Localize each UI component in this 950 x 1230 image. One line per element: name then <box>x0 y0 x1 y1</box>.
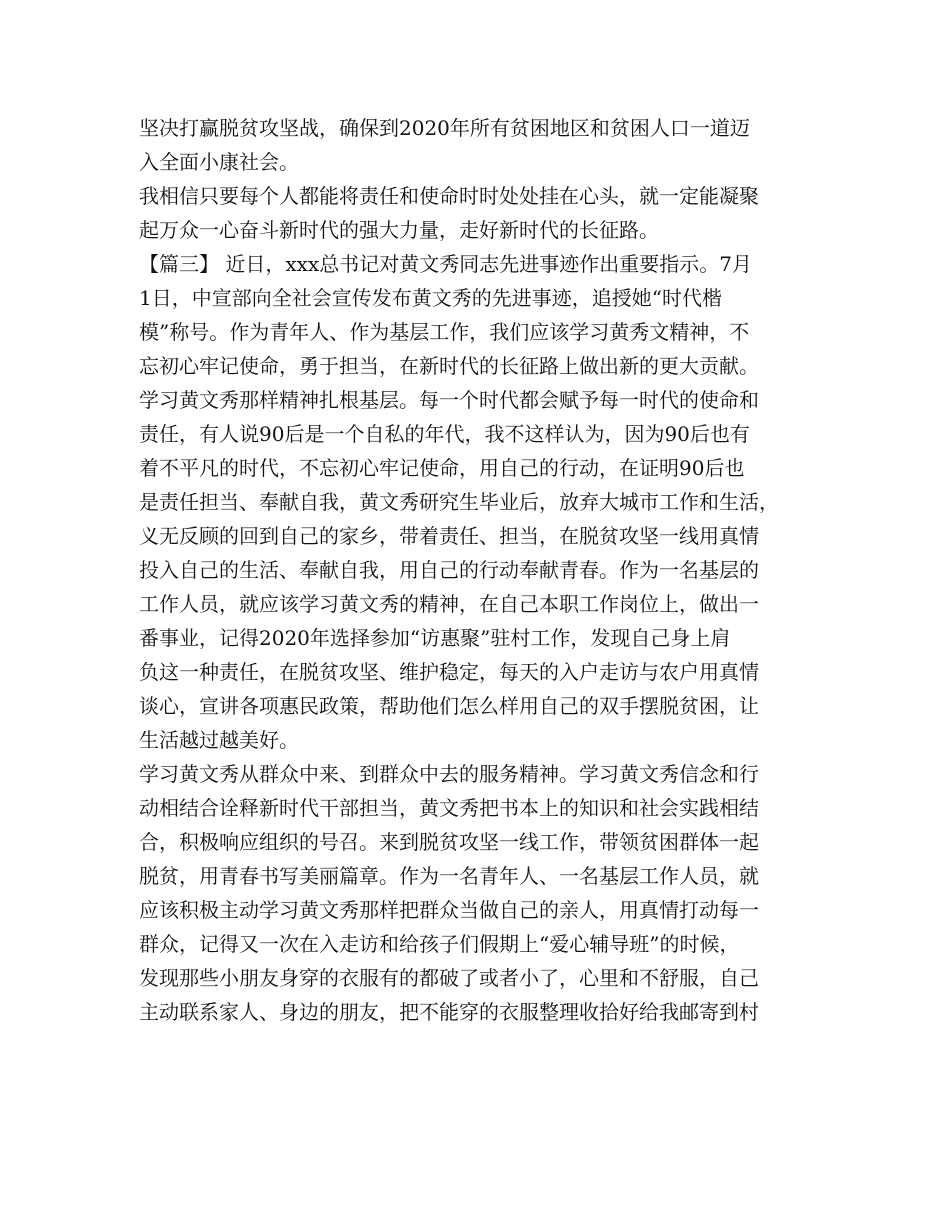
text-line: 生活越过越美好。 <box>139 728 299 752</box>
text-line: 【篇三】 近日，xxx总书记对黄文秀同志先进事迹作出重要指示。7月 <box>139 252 752 276</box>
text-line: 我相信只要每个人都能将责任和使命时时处处挂在心头，就一定能凝聚 <box>139 184 759 208</box>
document-body <box>139 111 819 1029</box>
text-line: 起万众一心奋斗新时代的强大力量，走好新时代的长征路。 <box>139 218 659 242</box>
text-line: 学习黄文秀那样精神扎根基层。每一个时代都会赋予每一时代的使命和 <box>139 388 759 412</box>
text-line: 坚决打赢脱贫攻坚战，确保到2020年所有贫困地区和贫困人口一道迈 <box>139 116 750 140</box>
text-line: 番事业，记得2020年选择参加“访惠聚”驻村工作，发现自己身上肩 <box>139 626 731 650</box>
text-line: 模”称号。作为青年人、作为基层工作，我们应该学习黄秀文精神，不 <box>139 320 750 344</box>
text-line: 负这一种责任，在脱贫攻坚、维护稳定，每天的入户走访与农户用真情 <box>139 660 759 684</box>
text-line: 合，积极响应组织的号召。来到脱贫攻坚一线工作，带领贫困群体一起 <box>139 830 759 854</box>
text-line: 着不平凡的时代，不忘初心牢记使命，用自己的行动，在证明90后也 <box>139 456 745 480</box>
text-line: 入全面小康社会。 <box>139 150 299 174</box>
text-line: 学习黄文秀从群众中来、到群众中去的服务精神。学习黄文秀信念和行 <box>139 762 759 786</box>
text-line: 谈心，宣讲各项惠民政策，帮助他们怎么样用自己的双手摆脱贫困，让 <box>139 694 759 718</box>
text-line: 脱贫，用青春书写美丽篇章。作为一名青年人、一名基层工作人员，就 <box>139 864 759 888</box>
paragraph <box>139 383 819 757</box>
paragraph <box>139 247 819 383</box>
text-line: 应该积极主动学习黄文秀那样把群众当做自己的亲人，用真情打动每一 <box>139 898 759 922</box>
text-line: 工作人员，就应该学习黄文秀的精神，在自己本职工作岗位上，做出一 <box>139 592 759 616</box>
text-line: 主动联系家人、身边的朋友，把不能穿的衣服整理收拾好给我邮寄到村 <box>139 1000 759 1024</box>
text-line: 义无反顾的回到自己的家乡，带着责任、担当，在脱贫攻坚一线用真情 <box>139 524 759 548</box>
text-line: 忘初心牢记使命，勇于担当，在新时代的长征路上做出新的更大贡献。 <box>139 354 759 378</box>
text-line: 群众，记得又一次在入走访和给孩子们假期上“爱心辅导班”的时候， <box>139 932 740 956</box>
text-line: 是责任担当、奉献自我，黄文秀研究生毕业后，放弃大城市工作和生活， <box>139 490 779 514</box>
text-line: 责任，有人说90后是一个自私的年代，我不这样认为，因为90后也有 <box>139 422 750 446</box>
text-line: 动相结合诠释新时代干部担当，黄文秀把书本上的知识和社会实践相结 <box>139 796 759 820</box>
paragraph <box>139 179 819 247</box>
paragraph <box>139 757 819 1029</box>
paragraph <box>139 111 819 179</box>
text-line: 发现那些小朋友身穿的衣服有的都破了或者小了，心里和不舒服，自己 <box>139 966 759 990</box>
text-line: 投入自己的生活、奉献自我，用自己的行动奉献青春。作为一名基层的 <box>139 558 759 582</box>
text-line: 1日，中宣部向全社会宣传发布黄文秀的先进事迹，追授她“时代楷 <box>139 286 722 310</box>
